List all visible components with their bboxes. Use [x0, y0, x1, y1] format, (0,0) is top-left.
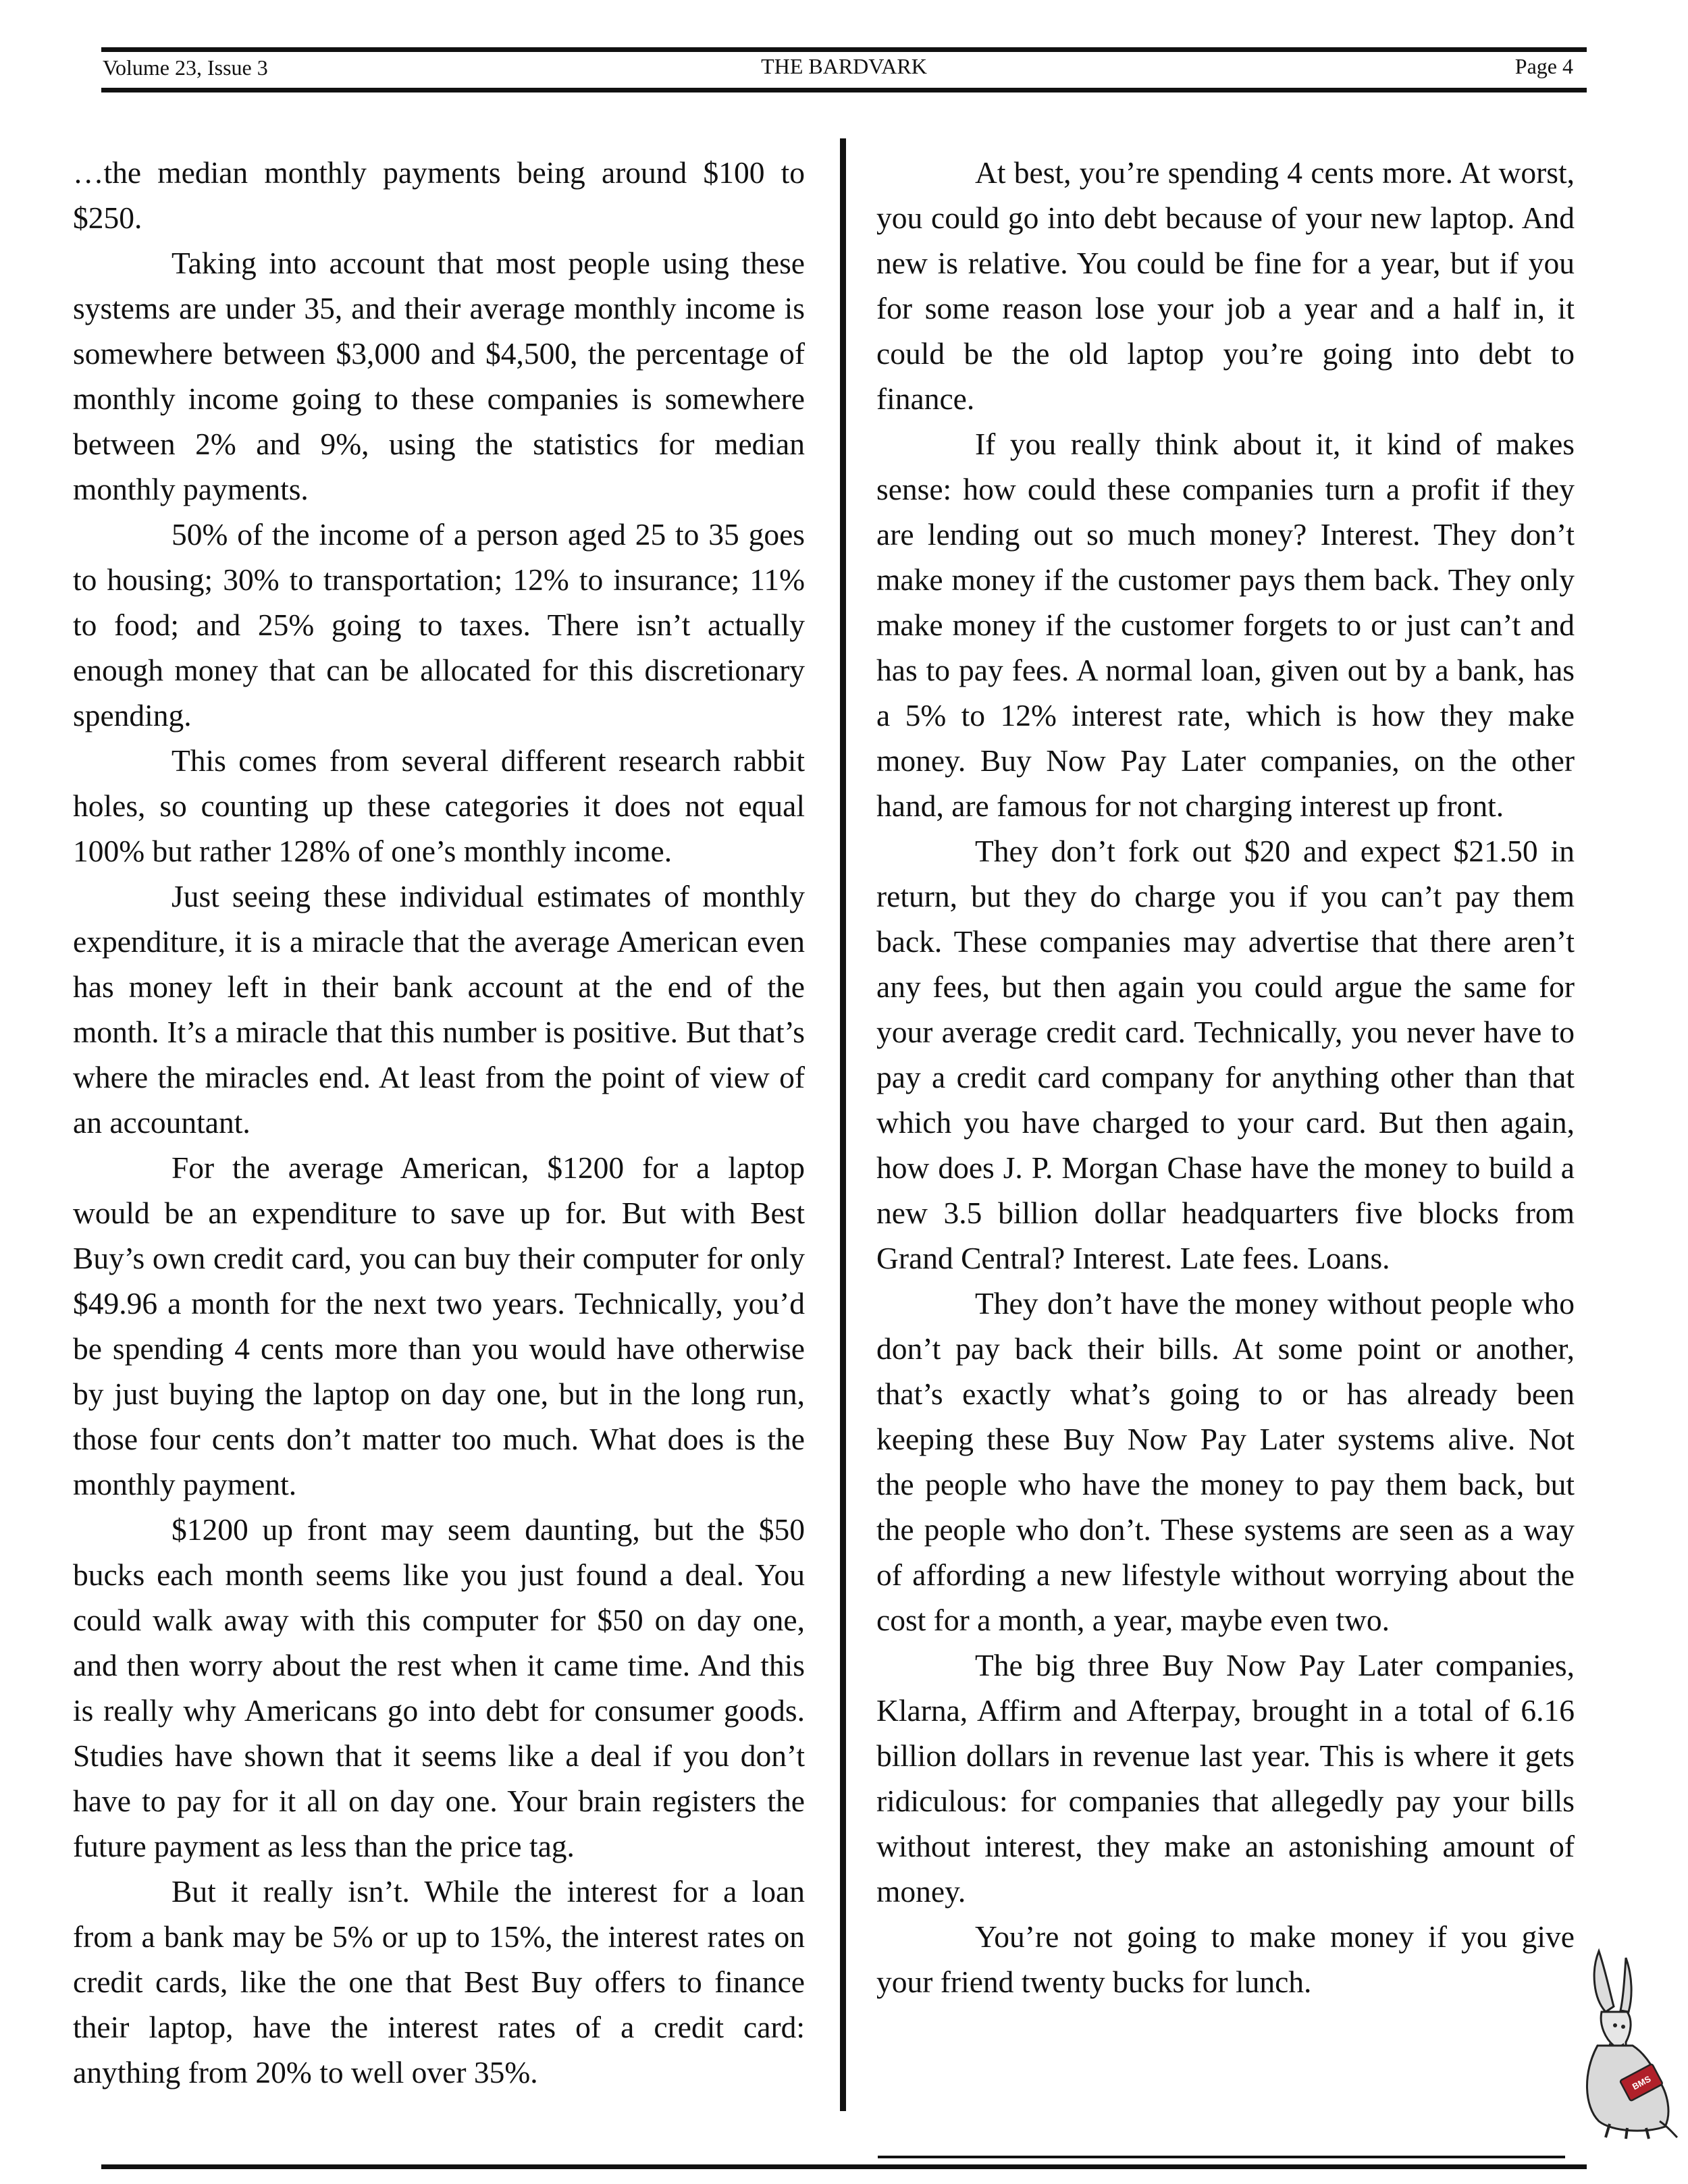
header-top-rule	[101, 47, 1587, 52]
paragraph: Taking into account that most people using these systems are under 35, and their average monthly income is somewhere between $3,000 and $4,500, the percentage of monthly income going to these companies is somewhere between 2% and 9%, using the statistics for median monthly payments.	[73, 246, 805, 506]
right-column	[876, 150, 1575, 2004]
svg-text:BMS: BMS	[1630, 2073, 1653, 2092]
paragraph: …the median monthly payments being around $100 to $250.	[73, 155, 805, 235]
paragraph: At best, you’re spending 4 cents more. At worst, you could go into debt because of your new laptop. And new is relative. You could be fine for a year, but if you for some reason lose your job a year and a half in, it could be the old laptop you’re going into debt to finance.	[876, 155, 1575, 416]
aardvark-mascot-icon	[1579, 1944, 1680, 2140]
volume-issue: Volume 23, Issue 3	[103, 55, 268, 80]
footer-rule	[101, 2164, 1587, 2169]
newspaper-title: THE BARDVARK	[761, 54, 927, 78]
paragraph: If you really think about it, it kind of makes sense: how could these companies turn a profit if they are lending out so much money? Interest. They don’t make money if the customer pays them back. They only make money if the customer forgets to or just can’t and has to pay fees. A normal loan, given out by a bank, has a 5% to 12% interest rate, which is how they make money. Buy Now Pay Later companies, on the other hand, are famous for not charging interest up front.	[876, 427, 1575, 823]
paragraph: $1200 up front may seem daunting, but the $50 bucks each month seems like you just found a deal. You could walk away with this computer for $50 on day one, and then worry about the rest when it came time. And this is really why Americans go into debt for consumer goods. Studies have shown that it seems like a deal if you don’t have to pay for it all on day one. Your brain registers the future payment as less than the price tag.	[73, 1512, 805, 1863]
paragraph: Just seeing these individual estimates of monthly expenditure, it is a miracle that the average American even has money left in their bank account at the end of the month. It’s a miracle that this number is positive. But that’s where the miracles end. At least from the point of view of an accountant.	[73, 879, 805, 1140]
paragraph: The big three Buy Now Pay Later companies, Klarna, Affirm and Afterpay, brought in a total of 6.16 billion dollars in revenue last year. This is where it gets ridiculous: for companies that allegedly pay your bills without interest, they make an astonishing amount of money.	[876, 1648, 1575, 1909]
column-divider	[840, 138, 846, 2111]
paragraph: They don’t have the money without people who don’t pay back their bills. At some point or another, that’s exactly what’s going to or has already been keeping these Buy Now Pay Later systems alive. Not the people who have the money to pay them back, but the people who don’t. These systems are seen as a way of affording a new lifestyle without worrying about the cost for a month, a year, maybe even two.	[876, 1286, 1575, 1637]
page-number: Page 4	[1514, 54, 1573, 78]
paragraph: You’re not going to make money if you give your friend twenty bucks for lunch.	[876, 1919, 1575, 1999]
paragraph: But it really isn’t. While the interest for a loan from a bank may be 5% or up to 15%, the interest rates on credit cards, like the one that Best Buy offers to finance their laptop, have the interest rates of a credit card: anything from 20% to well over 35%.	[73, 1874, 805, 2089]
paragraph: This comes from several different research rabbit holes, so counting up these categories it does not equal 100% but rather 128% of one’s monthly income.	[73, 743, 805, 868]
paragraph: They don’t fork out $20 and expect $21.50 in return, but they do charge you if you can’t pay them back. These companies may advertise that there aren’t any fees, but then again you could argue the same for your average credit card. Technically, you never have to pay a credit card company for anything other than that which you have charged to your card. But then again, how does J. P. Morgan Chase have the money to build a new 3.5 billion dollar headquarters five blocks from Grand Central? Interest. Late fees. Loans.	[876, 834, 1575, 1275]
paragraph: 50% of the income of a person aged 25 to 35 goes to housing; 30% to transportation; 12% to insurance; 11% to food; and 25% going to taxes. There isn’t actually enough money that can be allocated for this discretionary spending.	[73, 517, 805, 733]
end-of-article-line	[878, 2156, 1565, 2158]
left-column	[73, 150, 805, 2095]
paragraph: For the average American, $1200 for a laptop would be an expenditure to save up for. But with Best Buy’s own credit card, you can buy their computer for only $49.96 a month for the next two years. Technically, you’d be spending 4 cents more than you would have otherwise by just buying the laptop on day one, but in the long run, those four cents don’t matter too much. What does is the monthly payment.	[73, 1150, 805, 1501]
header-bottom-rule	[101, 88, 1587, 92]
